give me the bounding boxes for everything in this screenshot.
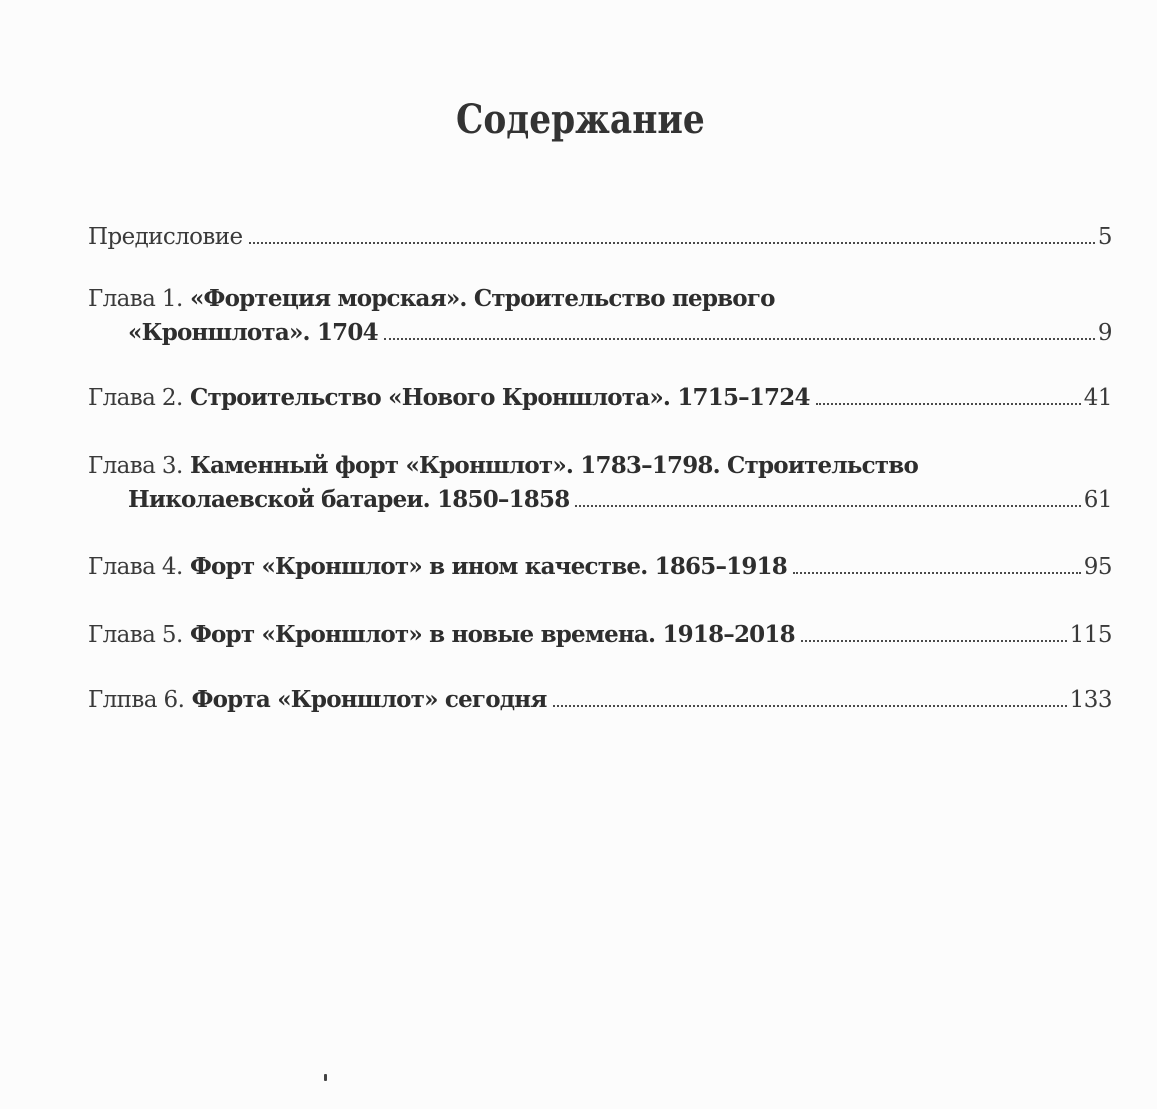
page-number: 5	[1097, 224, 1112, 250]
dot-leader	[553, 704, 1067, 707]
dot-leader	[384, 337, 1095, 340]
chapter-title: Форт «Кроншлот» в ином качестве. 1865–1918	[189, 553, 787, 580]
dot-leader	[816, 402, 1081, 405]
chapter-title: Строительство «Нового Кроншлота». 1715–1724	[189, 384, 810, 411]
entry-title: Предисловие	[88, 224, 243, 250]
dot-leader	[793, 571, 1081, 574]
toc-entry-chapter-1	[88, 282, 1112, 350]
toc-entry-preface	[88, 220, 1112, 254]
toc-line	[88, 282, 1112, 316]
toc-line	[88, 381, 1112, 415]
dot-leader	[801, 639, 1067, 642]
page-number: 9	[1097, 320, 1112, 346]
chapter-prefix: Глпва 6.	[88, 687, 185, 713]
chapter-title-continued: «Кроншлота». 1704	[128, 319, 378, 346]
toc-entry-chapter-6	[88, 683, 1112, 717]
ink-speck	[324, 1074, 327, 1081]
toc-line	[88, 220, 1112, 254]
toc-entry-chapter-4	[88, 550, 1112, 584]
toc-line	[88, 449, 1112, 483]
chapter-title: Каменный форт «Кроншлот». 1783–1798. Строительство	[189, 452, 918, 479]
toc-entry-chapter-3	[88, 449, 1112, 517]
dot-leader	[575, 504, 1080, 507]
page-title: Содержание	[455, 96, 705, 143]
page-number: 41	[1083, 385, 1112, 411]
toc-line	[88, 618, 1112, 652]
toc-line	[88, 683, 1112, 717]
toc-line	[88, 550, 1112, 584]
chapter-title-continued: Николаевской батареи. 1850–1858	[128, 486, 570, 513]
chapter-prefix: Глава 2.	[88, 385, 183, 411]
chapter-title: Форта «Кроншлот» сегодня	[191, 686, 547, 713]
chapter-prefix: Глава 4.	[88, 554, 183, 580]
chapter-prefix: Глава 5.	[88, 622, 183, 648]
chapter-title: «Фортеция морская». Строительство первого	[189, 285, 775, 312]
chapter-prefix: Глава 1.	[88, 286, 183, 312]
page-number: 133	[1069, 687, 1112, 713]
toc-line	[88, 483, 1112, 517]
page-number: 115	[1069, 622, 1112, 648]
toc-entry-chapter-2	[88, 381, 1112, 415]
toc-entry-chapter-5	[88, 618, 1112, 652]
toc-line	[88, 316, 1112, 350]
page-number: 95	[1083, 554, 1112, 580]
page-number: 61	[1083, 487, 1112, 513]
chapter-prefix: Глава 3.	[88, 453, 183, 479]
dot-leader	[249, 241, 1095, 244]
chapter-title: Форт «Кроншлот» в новые времена. 1918–2018	[189, 621, 795, 648]
